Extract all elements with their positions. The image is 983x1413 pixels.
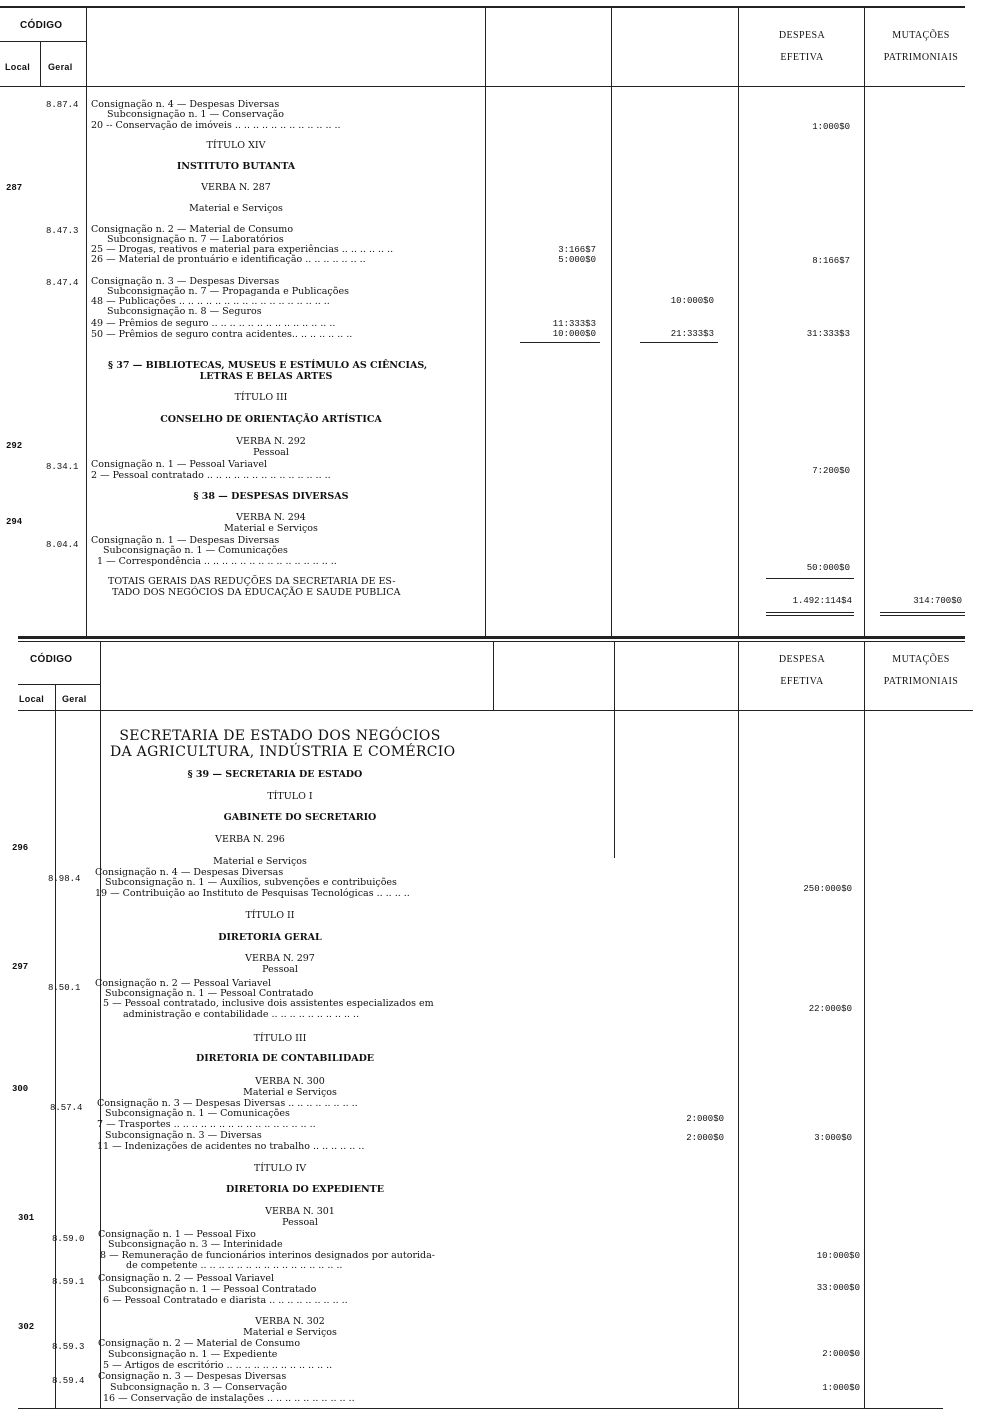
subconsignacao: Subconsignação n. 3 — Conservação	[110, 1382, 287, 1393]
local-header: Local	[5, 62, 31, 72]
codigo-header: CÓDIGO	[30, 654, 73, 665]
secretaria-title: SECRETARIA DE ESTADO DOS NEGÓCIOS	[119, 728, 441, 744]
subheading: Material e Serviços	[224, 523, 318, 534]
consignacao: Consignação n. 2 — Pessoal Variavel	[98, 1273, 275, 1284]
titulo-heading: TÍTULO II	[245, 910, 295, 921]
consignacao: Consignação n. 3 — Despesas Diversas	[98, 1371, 287, 1382]
local-code: 301	[18, 1213, 35, 1223]
section-heading: DIRETORIA GERAL	[218, 932, 322, 943]
totais-heading: TOTAIS GERAIS DAS REDUÇÕES DA SECRETARIA DE ES-	[108, 576, 396, 587]
col-line	[485, 8, 486, 636]
verba-heading: VERBA N. 292	[236, 436, 306, 447]
patrimoniais-header: PATRIMONIAIS	[883, 676, 959, 687]
local-code: 294	[6, 517, 23, 527]
titulo-heading: TÍTULO IV	[253, 1163, 307, 1174]
amount-efetiva: 2:000$0	[822, 1349, 860, 1359]
consignacao: Consignação n. 2 — Material de Consumo	[98, 1338, 301, 1349]
consignacao: Consignação n. 1 — Pessoal Fixo	[98, 1229, 256, 1240]
total-rule	[766, 578, 854, 579]
header-bottom-rule	[18, 710, 973, 711]
col-line	[864, 641, 865, 1408]
code: 8.50.1	[48, 983, 81, 993]
col-line	[493, 641, 494, 711]
local-code: 297	[12, 962, 29, 972]
consignacao: Consignação n. 1 — Despesas Diversas	[91, 535, 280, 546]
subheading: Pessoal	[282, 1217, 318, 1228]
code: 8.59.1	[52, 1277, 85, 1287]
total-mutacoes: 314:700$0	[913, 596, 962, 606]
item-line: 5 — Artigos de escritório .. .. .. .. .. .. .. .. .. .. .. ..	[103, 1360, 333, 1371]
subheading: Material e Serviços	[213, 856, 307, 867]
code: 8.47.4	[46, 278, 79, 288]
col-line	[100, 641, 101, 1408]
code: 8.59.4	[52, 1376, 85, 1386]
consignacao: Consignação n. 2 — Pessoal Variavel	[95, 978, 272, 989]
local-code: 302	[18, 1322, 35, 1332]
patrimoniais-header: PATRIMONIAIS	[883, 52, 959, 63]
paragraph-heading: § 37 — BIBLIOTECAS, MUSEUS E ESTÍMULO AS CIÊNCIAS,	[108, 360, 428, 371]
amount: 2:000$0	[686, 1114, 724, 1124]
section-heading: DIRETORIA DO EXPEDIENTE	[226, 1184, 384, 1195]
total-rule	[766, 612, 854, 613]
amount: 3:166$7	[558, 245, 596, 255]
paragraph-heading: LETRAS E BELAS ARTES	[199, 371, 333, 382]
code: 8.59.3	[52, 1342, 85, 1352]
consignacao: Consignação n. 2 — Material de Consumo	[91, 224, 294, 235]
amount-efetiva: 8:166$7	[812, 256, 850, 266]
header-bottom-rule	[0, 86, 965, 87]
subheading: Pessoal	[262, 964, 298, 975]
subconsignacao: Subconsignação n. 3 — Diversas	[105, 1130, 262, 1141]
code: 8.57.4	[50, 1103, 83, 1113]
header-top-rule	[18, 641, 965, 642]
local-code: 296	[12, 843, 29, 853]
paragraph-heading: § 39 — SECRETARIA DE ESTADO	[187, 769, 363, 780]
total-rule	[766, 615, 854, 616]
verba-heading: VERBA N. 301	[265, 1206, 335, 1217]
col-line	[738, 8, 739, 636]
local-header: Local	[19, 694, 45, 704]
col-line	[738, 641, 739, 1408]
titulo-heading: TÍTULO III	[253, 1033, 307, 1044]
verba-heading: VERBA N. 302	[255, 1316, 325, 1327]
amount: 10:000$0	[670, 296, 714, 306]
amount: 21:333$3	[670, 329, 714, 339]
amount-efetiva: 33:000$0	[816, 1283, 860, 1293]
amount-efetiva: 1:000$0	[822, 1383, 860, 1393]
subconsignacao: Subconsignação n. 8 — Seguros	[107, 306, 262, 317]
titulo-heading: TÍTULO I	[267, 791, 313, 802]
local-code: 300	[12, 1084, 29, 1094]
amount-efetiva: 10:000$0	[816, 1251, 860, 1261]
amount-efetiva: 7:200$0	[812, 466, 850, 476]
total-rule	[880, 612, 965, 613]
item-line: 25 — Drogas, reativos e material para experiências .. .. .. .. .. ..	[91, 244, 394, 255]
section-heading: INSTITUTO BUTANTA	[176, 161, 296, 172]
geral-header: Geral	[48, 62, 73, 72]
consignacao: Consignação n. 4 — Despesas Diversas	[95, 867, 284, 878]
page-bottom-rule	[18, 1408, 943, 1409]
local-code: 292	[6, 441, 23, 451]
secretaria-title: DA AGRICULTURA, INDÚSTRIA E COMÉRCIO	[110, 744, 456, 760]
subconsignacao: Subconsignação n. 3 — Interinidade	[108, 1239, 283, 1250]
subtotal-rule	[640, 342, 718, 343]
item-line: 2 — Pessoal contratado .. .. .. .. .. .. .. .. .. .. .. .. .. ..	[91, 470, 331, 481]
mutacoes-header: MUTAÇÕES	[892, 30, 950, 41]
item-line: 48 — Publicações .. .. .. .. .. .. .. .. .. .. .. .. .. .. .. .. ..	[91, 296, 330, 307]
consignacao: Consignação n. 3 — Despesas Diversas .. .. .. .. .. .. .. ..	[97, 1098, 358, 1109]
amount: 11:333$3	[552, 319, 596, 329]
col-line	[611, 8, 612, 636]
subheading: Material e Serviços	[243, 1087, 337, 1098]
subconsignacao: Subconsignação n. 1 — Expediente	[108, 1349, 278, 1360]
verba-heading: VERBA N. 297	[245, 953, 315, 964]
consignacao: Consignação n. 3 — Despesas Diversas	[91, 276, 280, 287]
code: 8.47.3	[46, 226, 79, 236]
amount-efetiva: 1:000$0	[812, 122, 850, 132]
section-heading: CONSELHO DE ORIENTAÇÃO ARTÍSTICA	[160, 414, 382, 425]
titulo-heading: TÍTULO III	[234, 392, 288, 403]
verba-heading: VERBA N. 294	[236, 512, 306, 523]
item-line: 20 -- Conservação de imóveis .. .. .. .. .. .. .. .. .. .. .. ..	[91, 120, 341, 131]
col-line	[86, 8, 87, 636]
amount: 5:000$0	[558, 255, 596, 265]
item-line: 7 — Trasportes .. .. .. .. .. .. .. .. .. .. .. .. .. .. .. ..	[97, 1119, 316, 1130]
total-efetiva: 1.492:114$4	[792, 596, 852, 606]
amount-efetiva: 50:000$0	[806, 563, 850, 573]
totais-heading: TADO DOS NEGÓCIOS DA EDUCAÇÃO E SAUDE PUBLICA	[112, 587, 401, 598]
subconsignacao: Subconsignação n. 1 — Pessoal Contratado	[105, 988, 314, 999]
amount: 2:000$0	[686, 1133, 724, 1143]
subheading: Material e Serviços	[189, 203, 283, 214]
item-line: 16 — Conservação de instalações .. .. .. .. .. .. .. .. .. ..	[103, 1393, 355, 1404]
section-divider	[18, 636, 965, 639]
top-rule	[0, 6, 965, 8]
subconsignacao: Subconsignação n. 1 — Pessoal Contratado	[108, 1284, 317, 1295]
item-line: 26 — Material de prontuário e identificação .. .. .. .. .. .. ..	[91, 254, 366, 265]
amount-efetiva: 250:000$0	[803, 884, 852, 894]
titulo-heading: TÍTULO XIV	[206, 140, 266, 151]
item-line: 1 — Correspondência .. .. .. .. .. .. .. .. .. .. .. .. .. .. ..	[97, 556, 337, 567]
subtotal-rule	[520, 342, 600, 343]
local-code: 287	[6, 183, 23, 193]
item-line: 8 — Remuneração de funcionários interinos designados por autorida-	[100, 1250, 435, 1261]
code: 8.34.1	[46, 462, 79, 472]
col-line	[614, 641, 615, 858]
subconsignacao: Subconsignação n. 1 — Auxílios, subvenções e contribuições	[105, 877, 397, 888]
section-heading: GABINETE DO SECRETARIO	[223, 812, 377, 823]
subconsignacao: Subconsignação n. 1 — Conservação	[107, 109, 284, 120]
geral-header: Geral	[62, 694, 87, 704]
amount-efetiva: 3:000$0	[814, 1133, 852, 1143]
subconsignacao: Subconsignação n. 7 — Propaganda e Publicações	[107, 286, 349, 297]
item-line: de competente .. .. .. .. .. .. .. .. .. .. .. .. .. .. .. ..	[126, 1260, 343, 1271]
despesa-header: DESPESA	[778, 654, 826, 665]
section-heading: DIRETORIA DE CONTABILIDADE	[195, 1053, 375, 1064]
subconsignacao: Subconsignação n. 1 — Comunicações	[105, 1108, 290, 1119]
consignacao: Consignação n. 1 — Pessoal Variavel	[91, 459, 268, 470]
subconsignacao: Subconsignação n. 7 — Laboratórios	[107, 234, 284, 245]
col-line	[40, 41, 41, 87]
item-line: 50 — Prêmios de seguro contra acidentes.. .. .. .. .. .. ..	[91, 329, 353, 340]
efetiva-header: EFETIVA	[780, 52, 824, 63]
item-line: administração e contabilidade .. .. .. .. .. .. .. .. .. ..	[123, 1009, 360, 1020]
code: 8.04.4	[46, 540, 79, 550]
subheading: Pessoal	[253, 447, 289, 458]
verba-heading: VERBA N. 300	[255, 1076, 325, 1087]
item-line: 19 — Contribuição ao Instituto de Pesquisas Tecnológicas .. .. .. ..	[95, 888, 410, 899]
consignacao: Consignação n. 4 — Despesas Diversas	[91, 99, 280, 110]
col-line	[864, 8, 865, 636]
item-line: 49 — Prêmios de seguro .. .. .. .. .. .. .. .. .. .. .. .. .. ..	[91, 318, 336, 329]
paragraph-heading: § 38 — DESPESAS DIVERSAS	[193, 491, 349, 502]
item-line: 5 — Pessoal contratado, inclusive dois assistentes especializados em	[103, 998, 434, 1009]
verba-heading: VERBA N. 287	[201, 182, 271, 193]
item-line: 6 — Pessoal Contratado e diarista .. .. .. .. .. .. .. .. ..	[103, 1295, 348, 1306]
amount-efetiva: 31:333$3	[806, 329, 850, 339]
subheading: Material e Serviços	[243, 1327, 337, 1338]
col-line	[55, 684, 56, 1408]
item-line: 11 — Indenizações de acidentes no trabalho .. .. .. .. .. ..	[97, 1141, 365, 1152]
code: 8.98.4	[48, 874, 81, 884]
amount: 10:000$0	[552, 329, 596, 339]
efetiva-header: EFETIVA	[780, 676, 824, 687]
mutacoes-header: MUTAÇÕES	[892, 654, 950, 665]
codigo-header: CÓDIGO	[20, 20, 63, 31]
despesa-header: DESPESA	[778, 30, 826, 41]
total-rule	[880, 615, 965, 616]
verba-heading: VERBA N. 296	[215, 834, 285, 845]
subconsignacao: Subconsignação n. 1 — Comunicações	[103, 545, 288, 556]
header-rule	[18, 684, 100, 685]
header-rule	[0, 41, 86, 42]
code: 8.59.0	[52, 1234, 85, 1244]
amount-efetiva: 22:000$0	[808, 1004, 852, 1014]
code: 8.87.4	[46, 100, 79, 110]
